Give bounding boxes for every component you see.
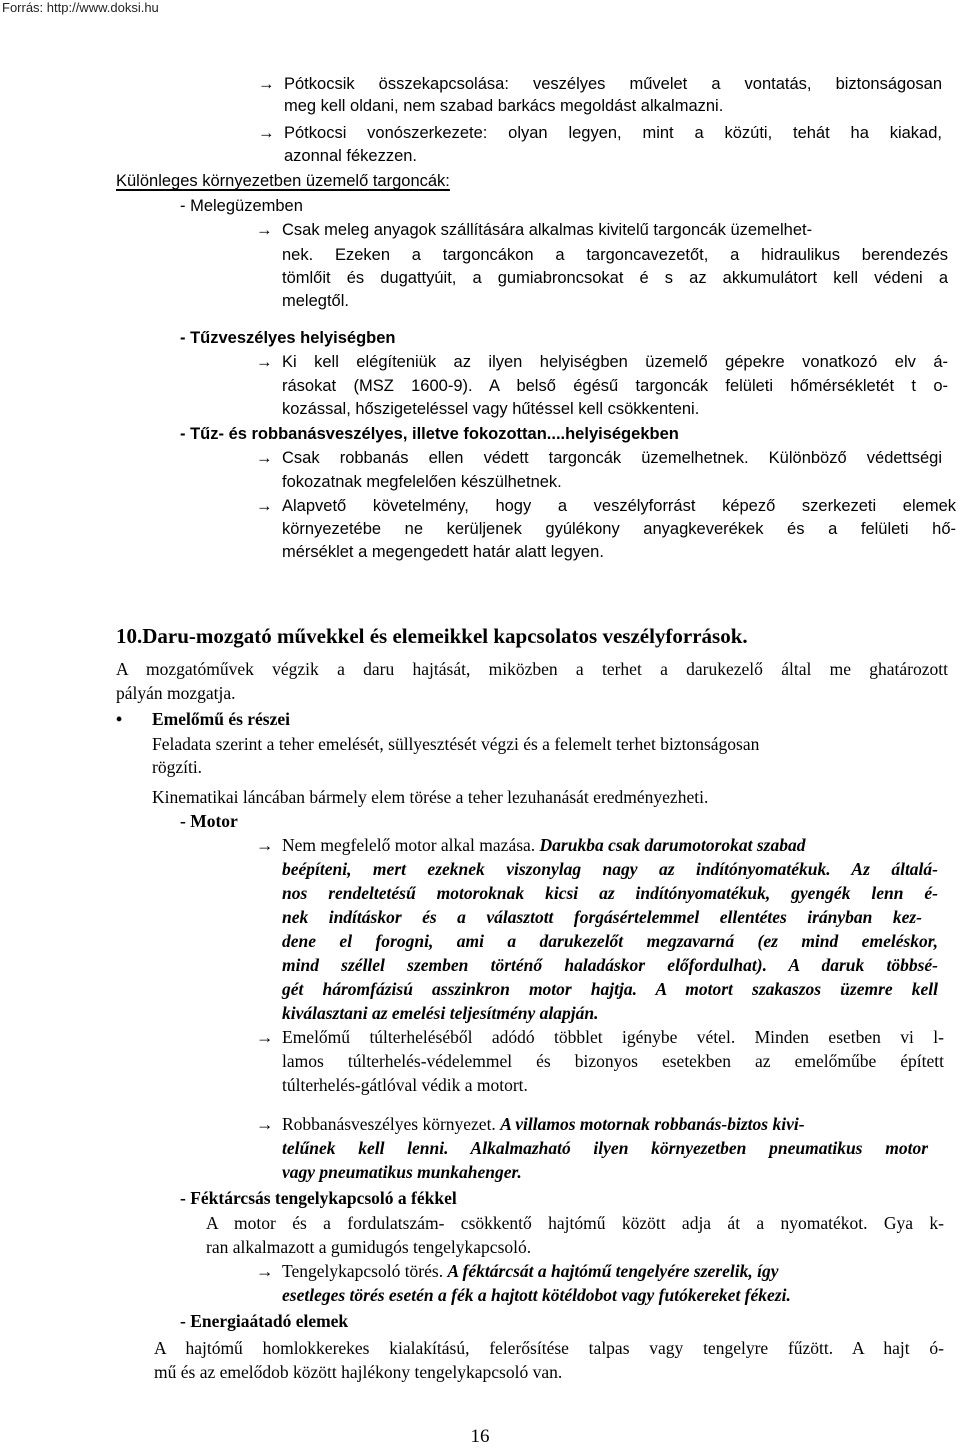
text-line: túlterhelés-gátlóval védik a motort. <box>282 1075 528 1095</box>
subheading: - Melegüzemben <box>180 197 303 215</box>
paragraph-line: rögzíti. <box>152 757 203 777</box>
text-line: azonnal fékezzen. <box>284 147 418 165</box>
subheading: - Motor <box>180 811 238 831</box>
source-url: Forrás: http://www.doksi.hu <box>2 0 159 15</box>
arrow-icon: → <box>258 124 275 142</box>
text-line: beépíteni, mert ezeknek viszonylag nagy az indítónyomatékuk. Az általá- <box>282 859 938 879</box>
text-line: → Csak robbanás ellen védett targoncák üzemelhetnek. Különböző védettségi <box>256 449 942 467</box>
page-number: 16 <box>470 1426 490 1447</box>
arrow-icon: → <box>256 353 273 371</box>
arrow-icon: → <box>256 449 273 467</box>
text-line: → Nem megfelelő motor alkal mazása. Darukba csak darumotorokat szabad <box>256 835 806 855</box>
text-line: telűnek kell lenni. Alkalmazható ilyen környezetben pneumatikus motor <box>282 1138 928 1158</box>
text-line: meg kell oldani, nem szabad barkács megoldást alkalmazni. <box>284 97 724 115</box>
paragraph-line: mű és az emelődob között hajlékony tengelykapcsoló van. <box>154 1362 563 1382</box>
text-line: nek indításkor és a választott forgásértelemmel ellentétes irányban kez- <box>282 907 922 927</box>
text-line: → Ki kell elégíteniük az ilyen helyiségben üzemelő gépekre vonatkozó elv á- <box>256 353 948 371</box>
text-line: → Csak meleg anyagok szállítására alkalmas kivitelű targoncák üzemelhet- <box>256 221 813 239</box>
text-line: esetleges törés esetén a fék a hajtott kötéldobot vagy futókereket fékezi. <box>282 1285 791 1305</box>
subheading: - Tűzveszélyes helyiségben <box>180 329 396 347</box>
text-line: dene el forogni, ami a darukezelőt megzavarná (ez mind emeléskor, <box>282 931 938 951</box>
paragraph-line: Kinematikai láncában bármely elem törése a teher lezuhanását eredményezheti. <box>152 787 709 807</box>
subheading: - Tűz- és robbanásveszélyes, illetve fokozottan....helyiségekben <box>180 425 679 443</box>
text-line: melegtől. <box>282 292 349 310</box>
text-line: → Pótkocsik összekapcsolása: veszélyes művelet a vontatás, biztonságosan <box>258 75 942 93</box>
text-line: kiválasztani az emelési teljesítmény alapján. <box>282 1003 599 1023</box>
text-line: gét háromfázisú asszinkron motor hajtja. A motort szakaszos üzemre kell <box>282 979 938 999</box>
bullet-heading: • Emelőmű és részei <box>116 709 291 729</box>
paragraph-line: A hajtómű homlokkerekes kialakítású, felerősítése talpas vagy tengelyre fűzött. A hajt ó- <box>154 1338 944 1358</box>
paragraph-line: ran alkalmazott a gumidugós tengelykapcsoló. <box>206 1237 532 1257</box>
text-line: nek. Ezeken a targoncákon a targoncavezetőt, a hidraulikus berendezés <box>282 246 948 264</box>
paragraph-line: A mozgatóművek végzik a daru hajtását, miközben a terhet a darukezelő által me ghatározott <box>116 659 948 679</box>
text-line: → Emelőmű túlterheléséből adódó többlet igénybe vétel. Minden esetben vi l- <box>256 1027 944 1047</box>
arrow-icon: → <box>256 1261 274 1281</box>
text-line: környezetébe ne kerüljenek gyúlékony anyagkeverékek és a felületi hő- <box>282 520 956 538</box>
text-line: kozással, hőszigeteléssel vagy hűtéssel kell csökkenteni. <box>282 400 700 418</box>
text-line: lamos túlterhelés-védelemmel és bizonyos esetekben az emelőműbe épített <box>282 1051 944 1071</box>
section-heading: Különleges környezetben üzemelő targoncák: <box>116 172 450 190</box>
arrow-icon: → <box>256 1027 274 1047</box>
section-title: 10.Daru-mozgató művekkel és elemeikkel kapcsolatos veszélyforrások. <box>116 624 748 648</box>
arrow-icon: → <box>256 221 273 239</box>
text-line: tömlőit és dugattyúit, a gumiabroncsokat é s az akkumulátort kell védeni a <box>282 269 948 287</box>
arrow-icon: → <box>256 835 274 855</box>
subheading: - Féktárcsás tengelykapcsoló a fékkel <box>180 1188 457 1208</box>
text-line: → Tengelykapcsoló törés. A féktárcsát a hajtómű tengelyére szerelik, így <box>256 1261 779 1281</box>
text-line: rásokat (MSZ 1600-9). A belső égésű targoncák felületi hőmérsékletét t o- <box>282 377 948 395</box>
paragraph-line: pályán mozgatja. <box>116 683 236 703</box>
text-line: → Robbanásveszélyes környezet. A villamos motornak robbanás-biztos kivi- <box>256 1114 805 1134</box>
bullet-icon: • <box>116 709 123 729</box>
text-line: → Alapvető követelmény, hogy a veszélyforrást képező szerkezeti elemek <box>256 497 956 515</box>
subheading: - Energiaátadó elemek <box>180 1311 349 1331</box>
arrow-icon: → <box>258 75 275 93</box>
paragraph-line: A motor és a fordulatszám- csökkentő hajtómű között adja át a nyomatékot. Gya k- <box>206 1213 944 1233</box>
text-line: → Pótkocsi vonószerkezete: olyan legyen, mint a közúti, tehát ha kiakad, <box>258 124 942 142</box>
text-line: mind széllel szemben történő haladáskor előfordulhat). A daruk többsé- <box>282 955 938 975</box>
paragraph-line: Feladata szerint a teher emelését, süllyesztését végzi és a felemelt terhet biztonságosan <box>152 734 760 754</box>
text-line: vagy pneumatikus munkahenger. <box>282 1162 522 1182</box>
text-line: mérséklet a megengedett határ alatt legyen. <box>282 543 604 561</box>
text-line: nos rendeltetésű motoroknak kicsi az indítónyomatékuk, gyengék lenn é- <box>282 883 938 903</box>
arrow-icon: → <box>256 1114 274 1134</box>
text-line: fokozatnak megfelelően készülhetnek. <box>282 473 562 491</box>
arrow-icon: → <box>256 497 273 515</box>
